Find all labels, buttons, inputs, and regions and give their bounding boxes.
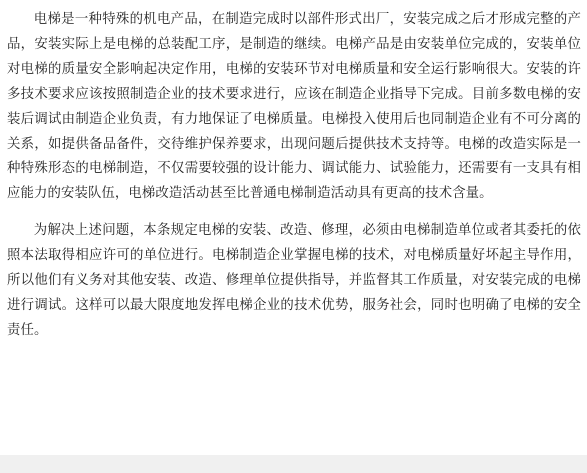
- paragraph-1: 电梯是一种特殊的机电产品，在制造完成时以部件形式出厂，安装完成之后才形成完整的产品，安装实际上是电梯的总装配工序，是制造的继续。电梯产品是由安装单位完成的，安装单位对电梯的质量安全影响起决定作用，电梯的安装环节对电梯质量和安全运行影响很大。安装的许多技术要求应该按照制造企业的技术要求进行，应该在制造企业指导下完成。目前多数电梯的安装后调试由制造企业负责，有力地保证了电梯质量。电梯投入使用后也同制造企业有不可分离的关系，如提供备品备件，交待维护保养要求，出现问题后提供技术支持等。电梯的改造实际是一种特殊形态的电梯制造，不仅需要较强的设计能力、调试能力、试验能力，还需要有一支具有相应能力的安装队伍，电梯改造活动甚至比普通电梯制造活动具有更高的技术含量。: [7, 12, 581, 202]
- paragraph-2: 为解决上述问题，本条规定电梯的安装、改造、修理，必须由电梯制造单位或者其委托的依照本法取得相应许可的单位进行。电梯制造企业掌握电梯的技术，对电梯质量好坏起主导作用，所以他们有义务对其他安装、改造、修理单位提供指导，并监督其工作质量，对安装完成的电梯进行调试。这样可以最大限度地发挥电梯企业的技术优势，服务社会，同时也明确了电梯的安全责任。: [7, 223, 581, 338]
